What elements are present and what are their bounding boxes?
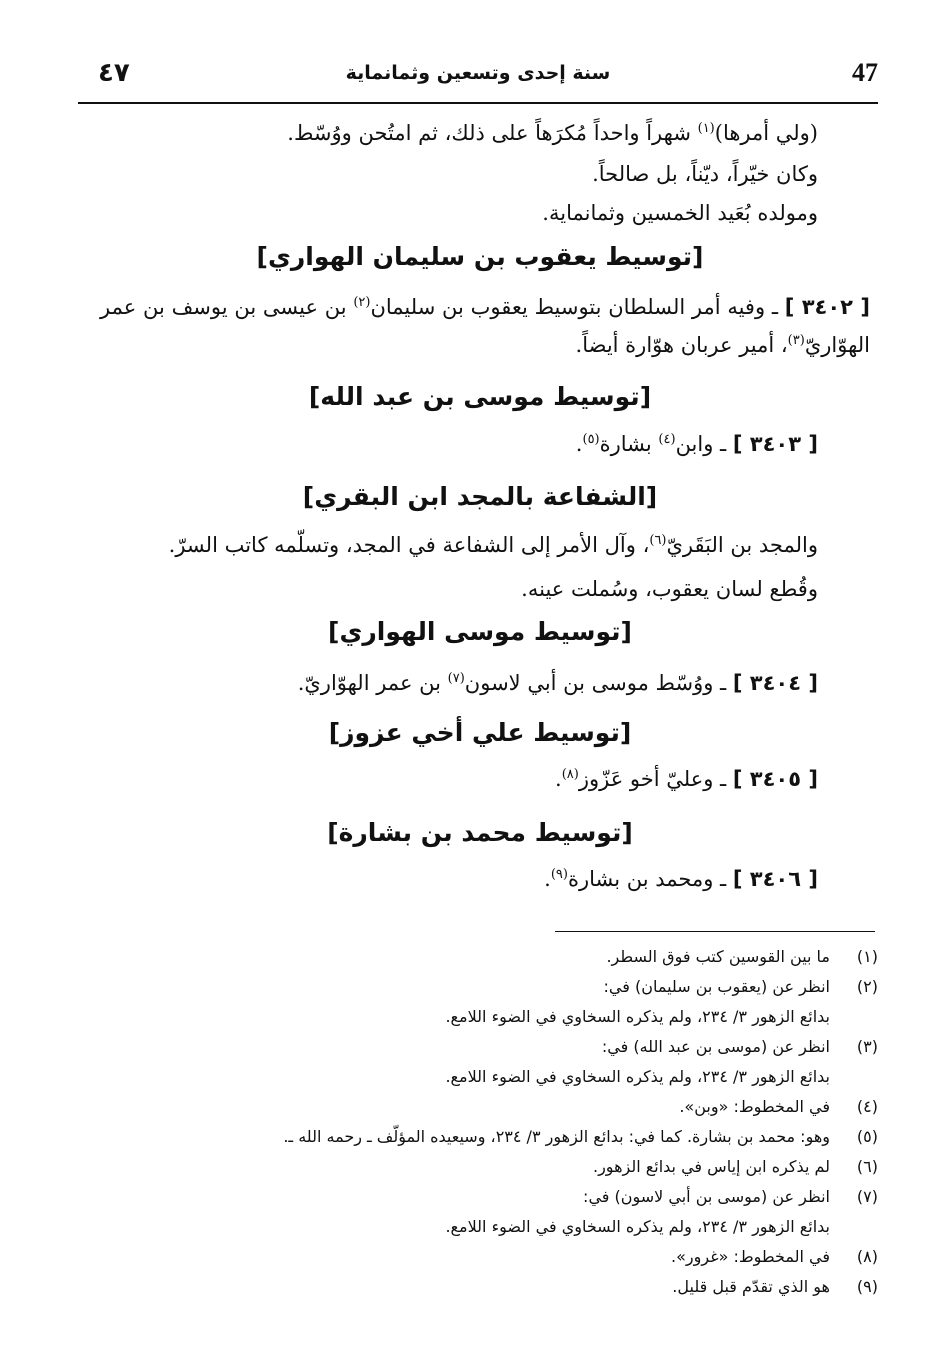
footnote-ref[interactable]: (٩)	[550, 867, 568, 882]
body-line: والمجد بن البَقَريّ$^{(٦)}$، وآل الأمر إلى الشفاعة في المجد، وتسلّمه كاتب السرّ.	[168, 533, 818, 557]
footnote-number: (٤)	[856, 1097, 878, 1116]
footnote-ref[interactable]: (١)	[697, 121, 715, 136]
section-heading: [الشفاعة بالمجد ابن البقري]	[302, 482, 658, 511]
footnote-continuation: بدائع الزهور ٣/ ٢٣٤، ولم يذكره السخاوي في الضوء اللامع.	[445, 1007, 830, 1026]
footnote-item	[150, 1272, 878, 1302]
entry-paragraph: [ ٣٤٠٢ ] ـ وفيه أمر السلطان بتوسيط يعقوب بن سليمان$^{(٢)}$ بن عيسى بن يوسف بن عمر الهوّاريّ$^{(٣)}$، أمير عربان هوّارة أيضاً.	[100, 295, 870, 357]
section-heading: [توسيط علي أخي عزوز]	[328, 718, 632, 747]
footnote-text: وهو: محمد بن بشارة. كما في: بدائع الزهور ٣/ ٢٣٤، وسيعيده المؤلّف ـ رحمه الله ـ.	[283, 1127, 830, 1146]
footnote-ref[interactable]: (٣)	[787, 333, 805, 348]
entry-number: [ ٣٤٠٣ ]	[732, 432, 818, 456]
footnote-item	[150, 972, 878, 1002]
intro-line-1: (ولي أمرها)$^{(١)}$ شهراً واحداً مُكرَهاً على ذلك، ثم امتُحن ووُسّط.	[287, 121, 818, 145]
entry-number: [ ٣٤٠٦ ]	[732, 867, 818, 891]
entry-number: [ ٣٤٠٤ ]	[732, 671, 818, 695]
footnote-continuation: بدائع الزهور ٣/ ٢٣٤، ولم يذكره السخاوي في الضوء اللامع.	[445, 1067, 830, 1086]
footnote-divider	[555, 931, 875, 932]
section-heading: [توسيط محمد بن بشارة]	[327, 818, 633, 847]
footnote-text: انظر عن (موسى بن عبد الله) في:	[601, 1037, 830, 1056]
footnote-item	[150, 1242, 878, 1272]
page-number-latin: 47	[852, 58, 878, 87]
footnote-item	[150, 1092, 878, 1122]
footnote-text: انظر عن (موسى بن أبي لاسون) في:	[583, 1187, 830, 1206]
intro-line-3: ومولده بُعَيد الخمسين وثمانماية.	[542, 201, 818, 225]
footnote-number: (٣)	[856, 1037, 878, 1056]
footnote-text: في المخطوط: «وبن».	[679, 1097, 830, 1116]
footnote-text: لم يذكره ابن إياس في بدائع الزهور.	[592, 1157, 830, 1176]
footnote-number: (١)	[856, 947, 878, 966]
footnote-ref[interactable]: (٤)	[658, 432, 676, 447]
footnote-item	[150, 1152, 878, 1182]
entry-paragraph: [ ٣٤٠٥ ] ـ وعليّ أخو عَزّوز$^{(٨)}$.	[555, 767, 818, 791]
entry-paragraph: [ ٣٤٠٣ ] ـ وابن$^{(٤)}$ بشارة$^{(٥)}$.	[575, 432, 818, 456]
footnotes	[150, 942, 878, 1302]
body-line: وقُطع لسان يعقوب، وسُملت عينه.	[521, 577, 818, 601]
page-header	[78, 58, 878, 98]
footnote-text: ما بين القوسين كتب فوق السطر.	[606, 947, 830, 966]
footnote-number: (٥)	[856, 1127, 878, 1146]
footnote-ref[interactable]: (٥)	[582, 432, 600, 447]
footnote-item	[150, 942, 878, 972]
footnote-number: (٧)	[856, 1187, 878, 1206]
running-title: سنة إحدى وتسعين وثمانماية	[345, 62, 611, 84]
intro-line-2: وكان خيّراً، ديّناً، بل صالحاً.	[592, 162, 818, 186]
entry-number: [ ٣٤٠٥ ]	[732, 767, 818, 791]
footnote-text: في المخطوط: «غرور».	[671, 1247, 830, 1266]
page-number-arabic: ٤٧	[98, 58, 130, 88]
section-heading: [توسيط يعقوب بن سليمان الهواري]	[256, 242, 704, 271]
footnote-number: (٩)	[856, 1277, 878, 1296]
section-heading: [توسيط موسى الهواري]	[328, 617, 632, 646]
section-heading: [توسيط موسى بن عبد الله]	[308, 382, 652, 411]
footnote-continuation: بدائع الزهور ٣/ ٢٣٤، ولم يذكره السخاوي في الضوء اللامع.	[445, 1217, 830, 1236]
footnote-item	[150, 1182, 878, 1212]
footnote-ref[interactable]: (٧)	[447, 671, 465, 686]
footnote-text: انظر عن (يعقوب بن سليمان) في:	[603, 977, 830, 996]
header-divider	[78, 102, 878, 104]
entry-number: [ ٣٤٠٢ ]	[784, 295, 870, 319]
footnote-item	[150, 1032, 878, 1062]
footnote-item	[150, 1122, 878, 1152]
entry-paragraph: [ ٣٤٠٦ ] ـ ومحمد بن بشارة$^{(٩)}$.	[544, 867, 818, 891]
footnote-ref[interactable]: (٦)	[649, 533, 667, 548]
footnote-number: (٢)	[856, 977, 878, 996]
footnote-number: (٦)	[856, 1157, 878, 1176]
entry-paragraph: [ ٣٤٠٤ ] ـ ووُسّط موسى بن أبي لاسون$^{(٧)}$ بن عمر الهوّاريّ.	[297, 671, 818, 695]
footnote-ref[interactable]: (٨)	[561, 767, 579, 782]
footnote-ref[interactable]: (٢)	[353, 295, 371, 310]
footnote-text: هو الذي تقدّم قبل قليل.	[672, 1277, 830, 1296]
footnote-number: (٨)	[856, 1247, 878, 1266]
